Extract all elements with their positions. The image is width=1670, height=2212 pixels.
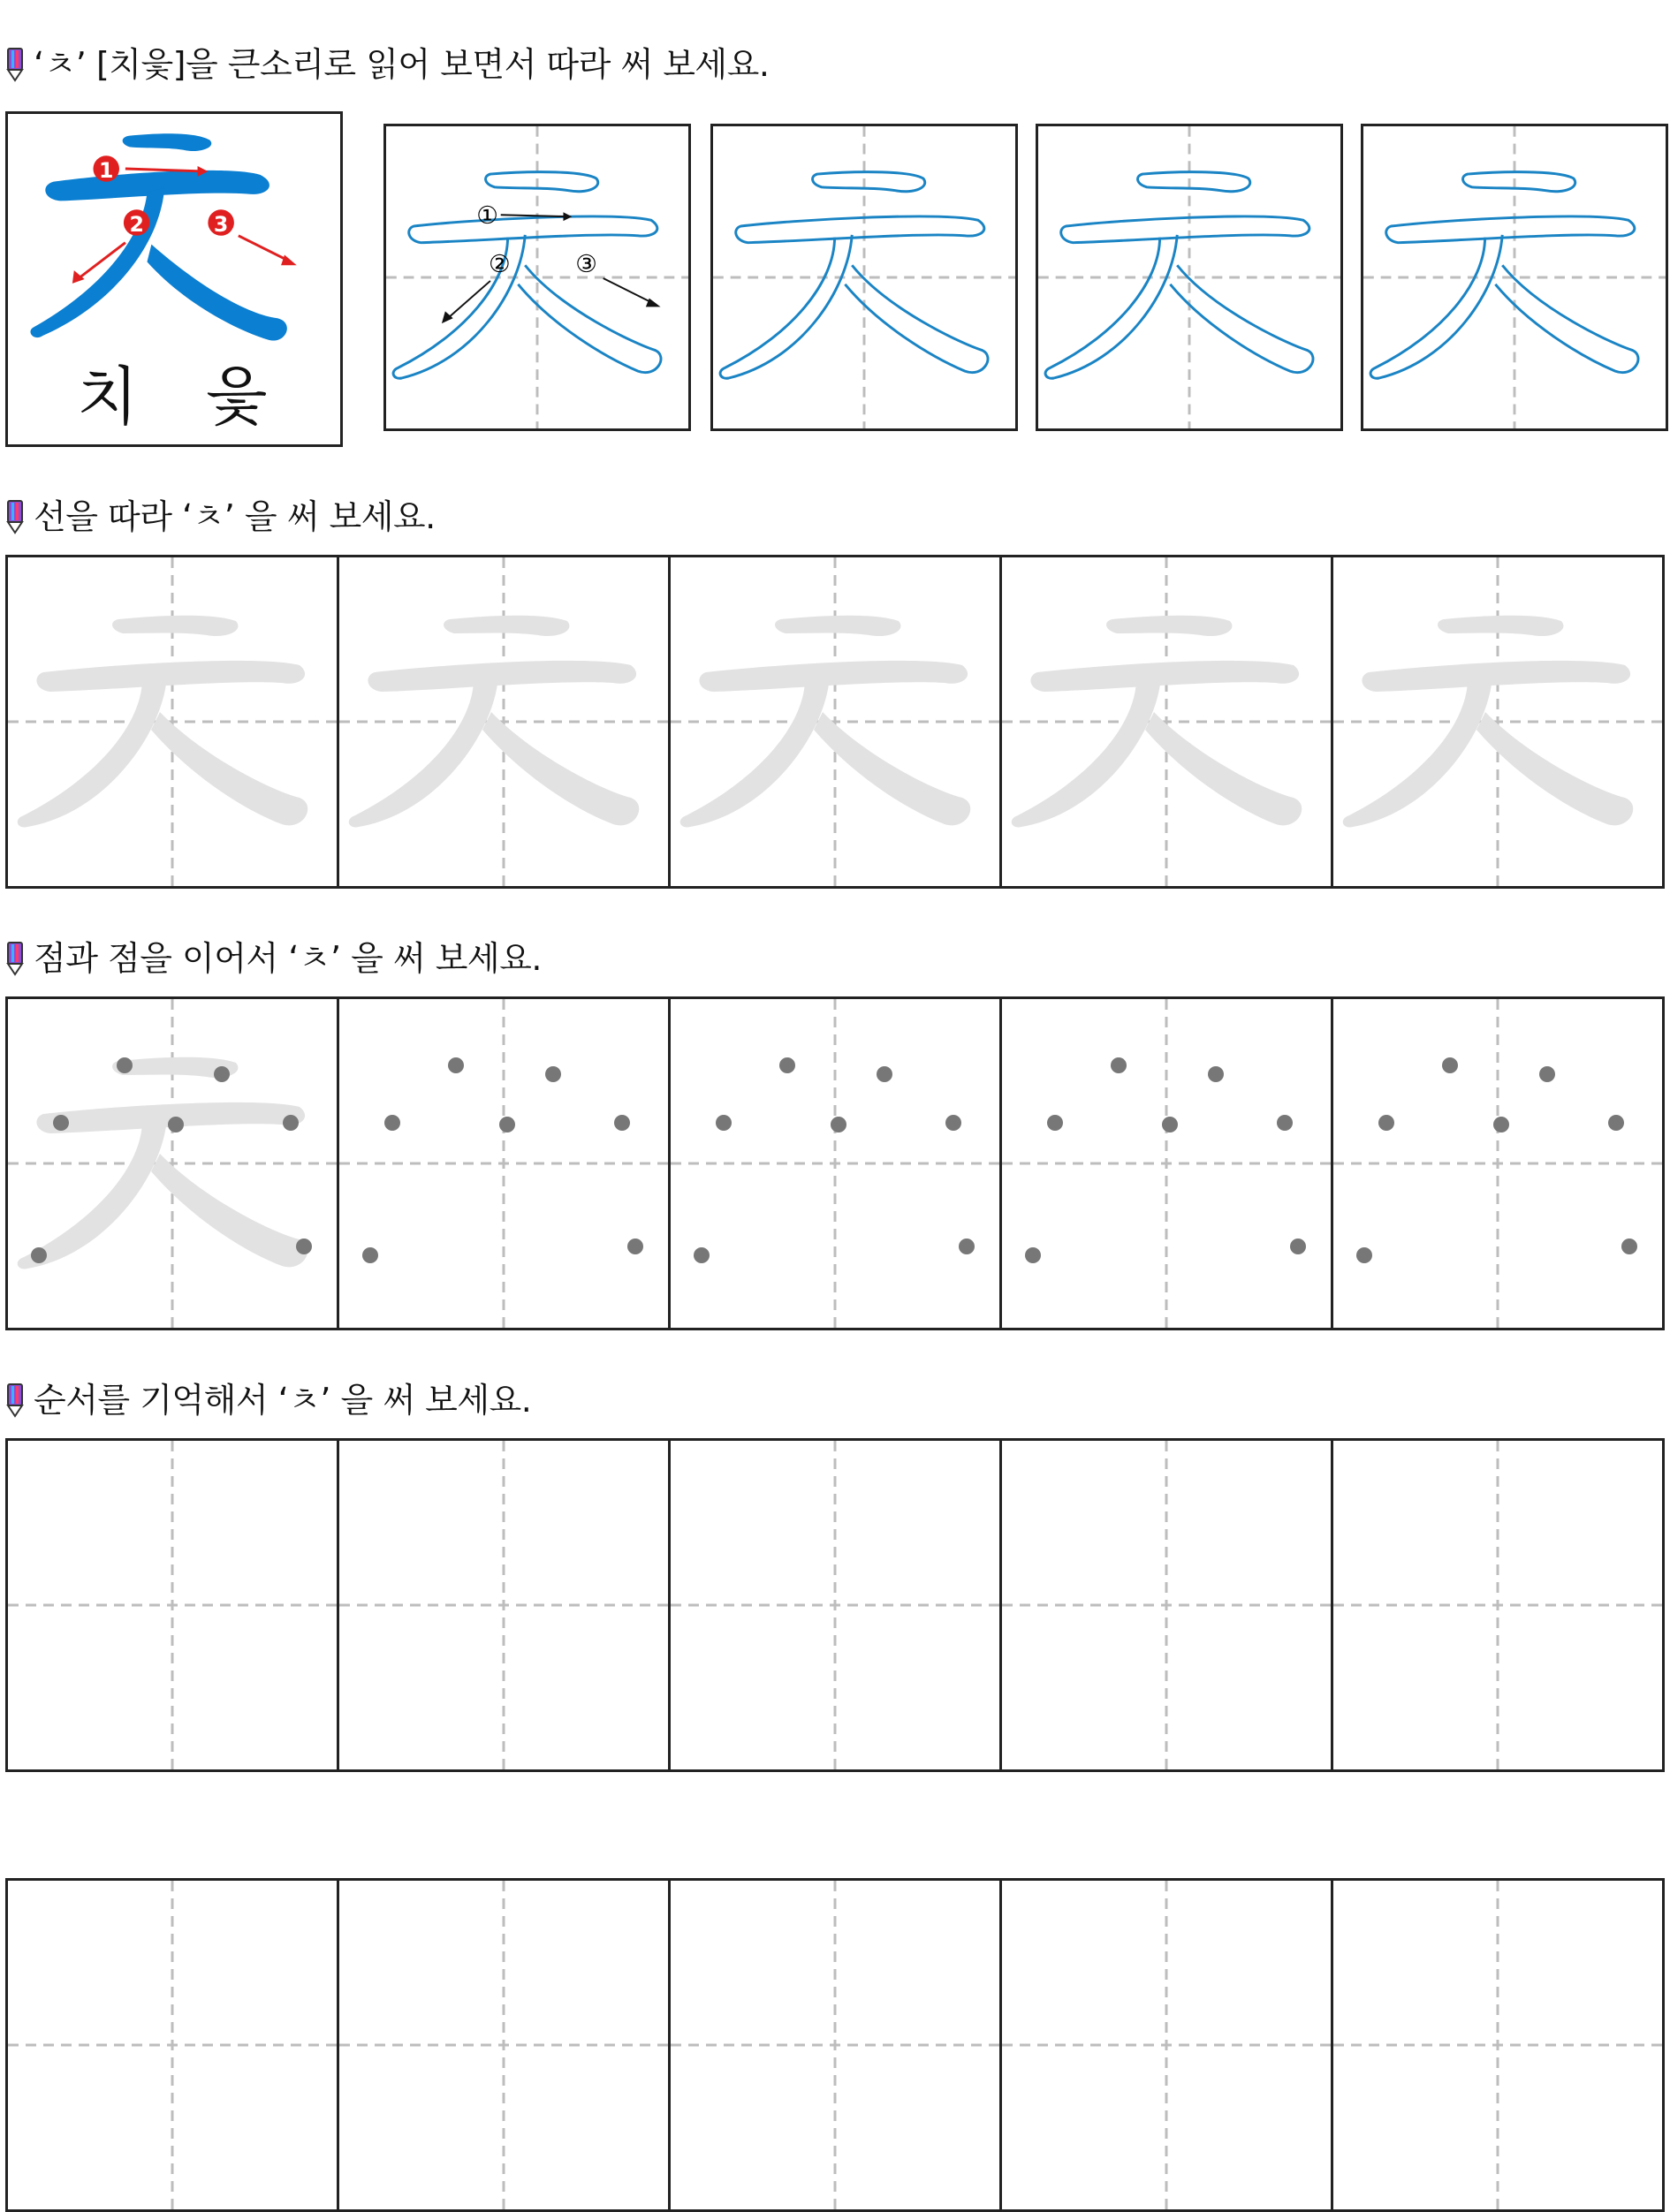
blank-cell[interactable] <box>999 1441 1331 1769</box>
cell-guide <box>339 1441 668 1769</box>
dot-pattern <box>671 999 999 1328</box>
ghost-glyph <box>1002 557 1331 886</box>
dot-pattern <box>339 999 668 1328</box>
dot-cell[interactable] <box>1331 999 1662 1328</box>
outline-glyph <box>1038 126 1340 428</box>
ghost-cell[interactable] <box>8 557 337 886</box>
model-letter-box <box>5 111 343 447</box>
ghost-trace-row <box>5 555 1665 889</box>
cell-guide <box>1333 1881 1662 2209</box>
trace-number-1: ① <box>476 201 498 231</box>
blank-cell[interactable] <box>1331 1881 1662 2209</box>
trace-number-2: ② <box>488 250 511 279</box>
crayon-icon <box>5 1382 25 1418</box>
dot-cell[interactable] <box>8 999 337 1328</box>
outline-cell[interactable] <box>1361 124 1668 431</box>
outline-glyph <box>1363 126 1666 428</box>
crayon-icon <box>5 941 25 976</box>
outline-cell[interactable] <box>1036 124 1343 431</box>
cell-guide <box>671 1881 999 2209</box>
ghost-cell[interactable] <box>999 557 1331 886</box>
model-letter-glyph <box>8 114 340 444</box>
stroke-number-3: 3 <box>213 211 229 237</box>
ghost-glyph <box>1333 557 1662 886</box>
ghost-glyph <box>671 557 999 886</box>
dot-cell[interactable] <box>337 999 668 1328</box>
dot-connect-row <box>5 996 1665 1330</box>
letter-name-chi: 치 <box>77 360 139 434</box>
stroke-number-1: 1 <box>99 157 114 183</box>
blank-cell[interactable] <box>337 1881 668 2209</box>
blank-cell[interactable] <box>668 1881 999 2209</box>
outline-cell[interactable] <box>383 124 691 431</box>
crayon-icon <box>5 499 25 534</box>
blank-cell[interactable] <box>337 1441 668 1769</box>
dot-pattern <box>1002 999 1331 1328</box>
cell-guide <box>8 1441 337 1769</box>
outline-glyph <box>713 126 1015 428</box>
outline-glyph-numbered <box>386 126 688 428</box>
blank-practice-row <box>5 1878 1665 2212</box>
crayon-icon <box>5 47 25 82</box>
cell-guide <box>1333 1441 1662 1769</box>
trace-number-3: ③ <box>575 250 597 279</box>
ghost-glyph <box>8 557 337 886</box>
dot-cell[interactable] <box>999 999 1331 1328</box>
instruction-dots-text: 점과 점을 이어서 ‘ㅊ’ 을 써 보세요. <box>34 939 542 978</box>
cell-guide <box>339 1881 668 2209</box>
instruction-read-text: ‘ㅊ’ [치읓]을 큰소리로 읽어 보면서 따라 써 보세요. <box>34 45 770 84</box>
cell-guide <box>671 1441 999 1769</box>
letter-name-eut: 읓 <box>206 360 268 434</box>
instruction-read <box>5 42 769 87</box>
blank-cell[interactable] <box>999 1881 1331 2209</box>
instruction-memory-text: 순서를 기억해서 ‘ㅊ’ 을 써 보세요. <box>34 1381 532 1420</box>
ghost-cell[interactable] <box>1331 557 1662 886</box>
ghost-glyph <box>339 557 668 886</box>
instruction-dots <box>5 936 542 981</box>
dot-cell[interactable] <box>668 999 999 1328</box>
blank-cell[interactable] <box>8 1881 337 2209</box>
dot-guide-glyph <box>8 999 337 1328</box>
dot-pattern <box>1333 999 1662 1328</box>
cell-guide <box>1002 1881 1331 2209</box>
cell-guide <box>1002 1441 1331 1769</box>
cell-guide <box>8 1881 337 2209</box>
ghost-cell[interactable] <box>337 557 668 886</box>
outline-cell[interactable] <box>710 124 1018 431</box>
instruction-trace <box>5 495 436 539</box>
blank-cell[interactable] <box>668 1441 999 1769</box>
instruction-memory <box>5 1378 531 1422</box>
ghost-cell[interactable] <box>668 557 999 886</box>
stroke-number-2: 2 <box>129 211 144 237</box>
blank-cell[interactable] <box>8 1441 337 1769</box>
blank-practice-row <box>5 1438 1665 1772</box>
blank-cell[interactable] <box>1331 1441 1662 1769</box>
instruction-trace-text: 선을 따라 ‘ㅊ’ 을 써 보세요. <box>34 497 436 536</box>
